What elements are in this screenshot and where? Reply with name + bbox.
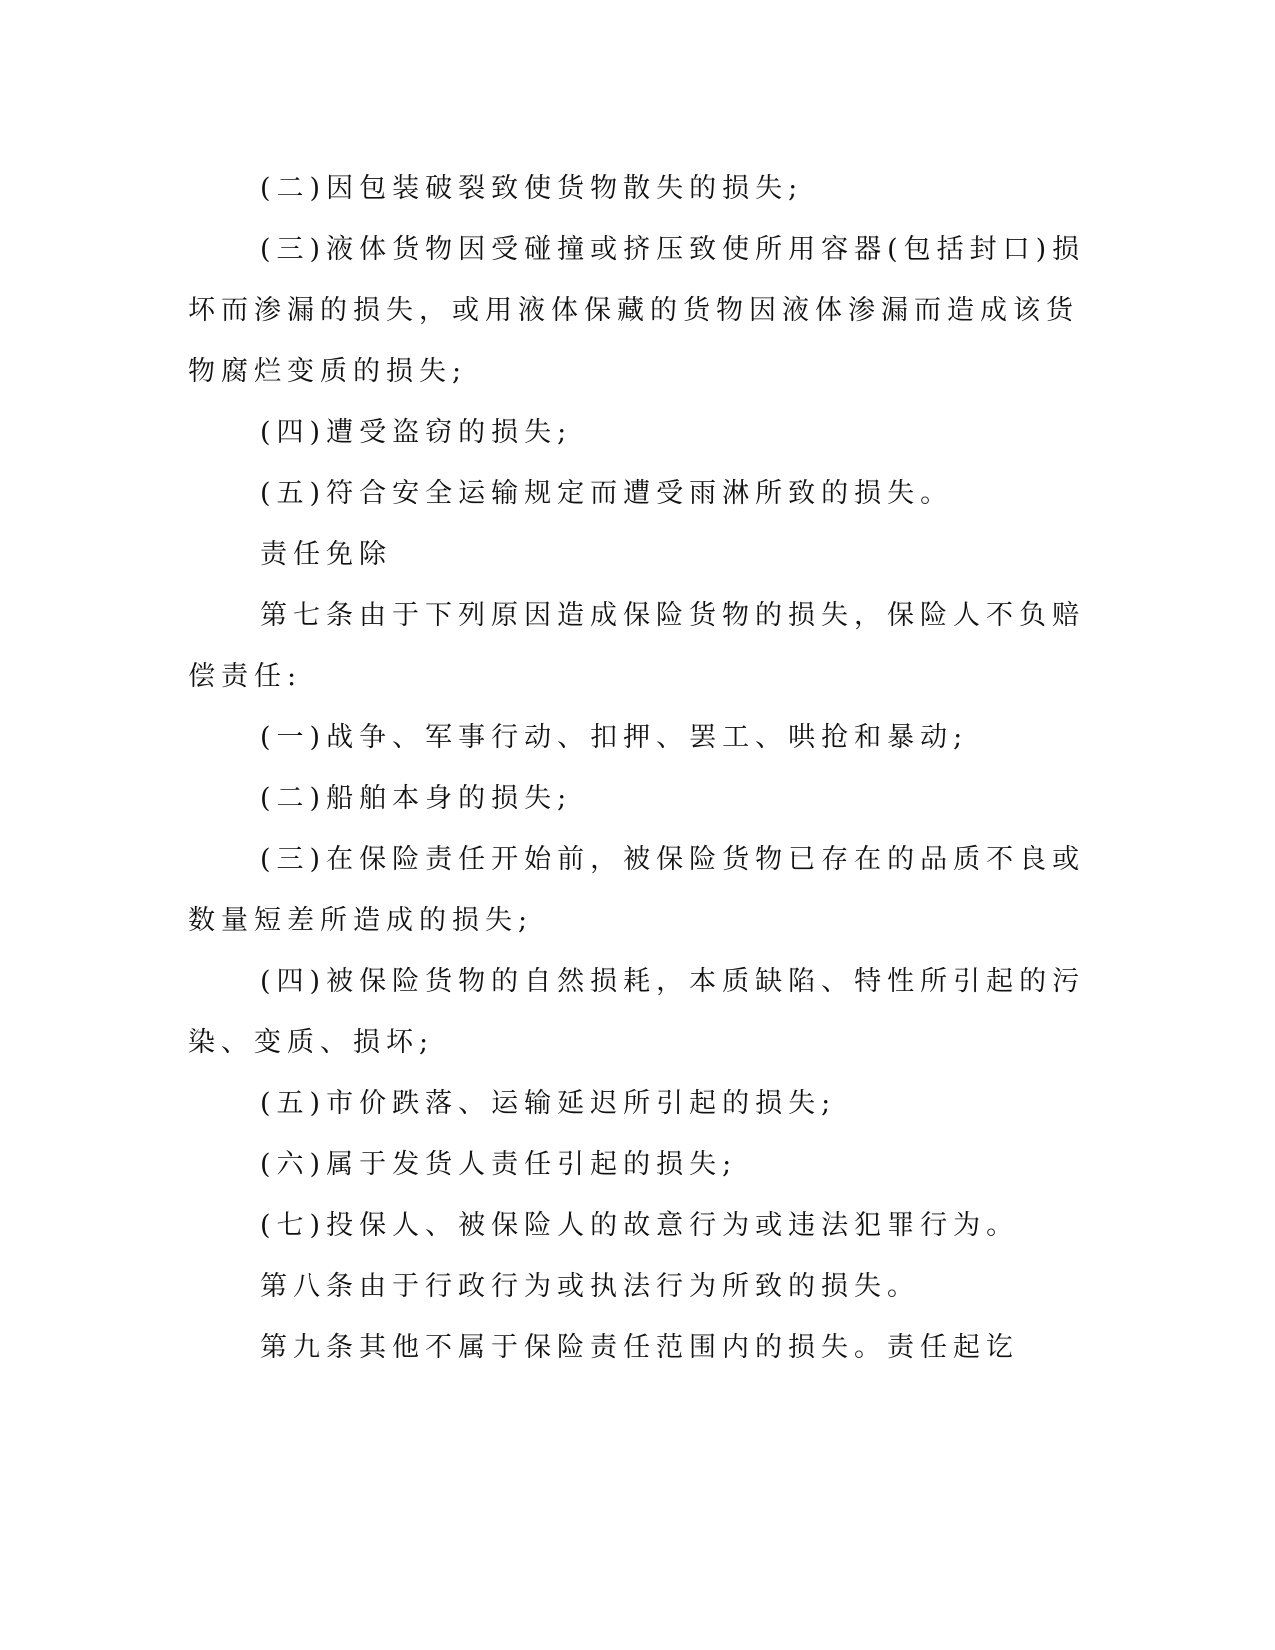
paragraph-item-2-loss: (二)因包装破裂致使货物散失的损失; xyxy=(260,173,804,204)
exclusion-item-7-intentional: (七)投保人、被保险人的故意行为或违法犯罪行为。 xyxy=(260,1210,1020,1241)
exclusion-item-2-vessel: (二)船舶本身的损失; xyxy=(260,783,573,814)
paragraph-item-3-liquid-loss: (三)液体货物因受碰撞或挤压致使所用容器(包括封口)损坏而渗漏的损失，或用液体保藏的货物因液体渗漏而造成该货物腐烂变质的损失; xyxy=(188,234,1086,387)
document-body xyxy=(188,158,1088,1378)
article-8: 第八条由于行政行为或执法行为所致的损失。 xyxy=(260,1271,920,1302)
exclusion-item-1-war: (一)战争、军事行动、扣押、罢工、哄抢和暴动; xyxy=(260,722,969,753)
article-9: 第九条其他不属于保险责任范围内的损失。责任起讫 xyxy=(260,1332,1019,1363)
exclusion-item-4-natural-wear: (四)被保险货物的自然损耗，本质缺陷、特性所引起的污染、变质、损坏; xyxy=(188,966,1086,1058)
exclusion-item-3-preexisting: (三)在保险责任开始前，被保险货物已存在的品质不良或数量短差所造成的损失; xyxy=(188,844,1086,936)
exclusion-item-6-shipper: (六)属于发货人责任引起的损失; xyxy=(260,1149,738,1180)
paragraph-item-5-rain: (五)符合安全运输规定而遭受雨淋所致的损失。 xyxy=(260,478,954,509)
exclusion-item-5-market-delay: (五)市价跌落、运输延迟所引起的损失; xyxy=(260,1088,837,1119)
article-7: 第七条由于下列原因造成保险货物的损失，保险人不负赔偿责任: xyxy=(188,600,1085,692)
section-heading-exclusions: 责任免除 xyxy=(260,539,392,570)
paragraph-item-4-theft: (四)遭受盗窃的损失; xyxy=(260,417,573,448)
